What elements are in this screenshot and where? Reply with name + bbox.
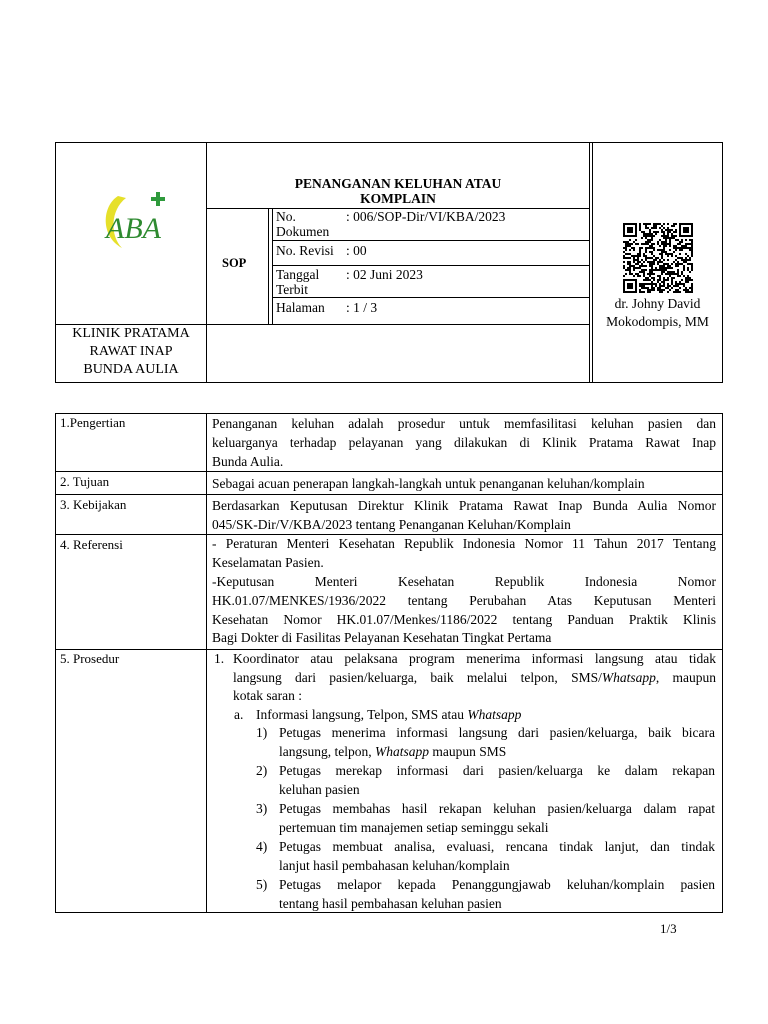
prosedur-item-1-line-2: langsung dari pasien/keluarga, baik melalui telpon, SMS/Whatsapp, maupun: [233, 670, 716, 685]
prosedur-step-2-number: 2): [256, 763, 268, 778]
prosedur-step-3-number: 3): [256, 801, 268, 816]
prosedur-step-2-line-2: keluhan pasien: [279, 782, 360, 797]
label-kebijakan: 3. Kebijakan: [60, 497, 127, 512]
prosedur-step-1-line-1: Petugas menerima informasi langsung dari pasien/keluarga, baik bicara: [279, 725, 715, 740]
logo-text: ABA: [106, 212, 161, 245]
prosedur-sub-a-text: [256, 707, 521, 723]
meta-rev-value: : 00: [346, 243, 367, 258]
pengertian-line-3: Bunda Aulia.: [212, 454, 284, 469]
meta-page-label: Halaman: [276, 300, 325, 315]
document-title-line-1: PENANGANAN KELUHAN ATAU: [294, 176, 502, 191]
label-referensi: 4. Referensi: [60, 537, 123, 552]
meta-doc-label-2: Dokumen: [276, 224, 330, 239]
label-pengertian: 1.Pengertian: [60, 415, 126, 430]
referensi-line-3-word: Republik: [494, 574, 545, 589]
qr-code-graphic: [623, 223, 693, 293]
clinic-name-line-1: KLINIK PRATAMA: [72, 326, 190, 341]
prosedur-step-2-line-1: Petugas merekap informasi dari pasien/keluarga ke dalam rekapan: [279, 763, 715, 778]
referensi-line-3-word: Menteri: [314, 574, 358, 589]
prosedur-step-1-line-2: langsung, telpon, Whatsapp maupun SMS: [279, 744, 507, 759]
referensi-line-3-word: Indonesia: [584, 574, 638, 589]
signer-name-line-1: dr. Johny David: [614, 296, 701, 311]
referensi-line-3: [212, 574, 716, 590]
kebijakan-line-1: Berdasarkan Keputusan Direktur Klinik Pratama Rawat Inap Bunda Aulia Nomor: [212, 498, 716, 513]
sop-label: SOP: [222, 256, 247, 270]
prosedur-sub-a-number: a.: [234, 707, 244, 722]
document-title-line-2: KOMPLAIN: [360, 191, 436, 206]
referensi-line-2: Keselamatan Pasien.: [212, 555, 324, 570]
prosedur-sub-a-italic: Whatsapp: [467, 707, 522, 722]
prosedur-step-5-line-2: tentang hasil pembahasan keluhan pasien: [279, 896, 502, 911]
meta-rev-label: No. Revisi: [276, 243, 334, 258]
referensi-line-5: Kesehatan Nomor HK.01.07/Menkes/1186/2022 tentang Panduan Praktik Klinis: [212, 612, 716, 627]
meta-doc-value: : 006/SOP-Dir/VI/KBA/2023: [346, 209, 506, 224]
meta-page-value: : 1 / 3: [346, 300, 378, 315]
logo-graphic: [96, 188, 176, 260]
prosedur-step-4-number: 4): [256, 839, 268, 854]
qr-code-signature: [623, 223, 693, 293]
pengertian-line-2: keluarganya terhadap pelayanan yang dilakukan di Klinik Pratama Rawat Inap: [212, 435, 716, 450]
prosedur-step-4-line-1: Petugas membuat analisa, evaluasi, rencana tindak lanjut, dan tindak: [279, 839, 715, 854]
prosedur-step-5-number: 5): [256, 877, 268, 892]
referensi-line-3-word: Nomor: [677, 574, 716, 589]
meta-doc-label-1: No.: [276, 209, 296, 224]
prosedur-step-3-line-1: Petugas membahas hasil rekapan keluhan pasien/keluarga dalam rapat: [279, 801, 715, 816]
meta-date-label-2: Terbit: [276, 282, 309, 297]
prosedur-step-5-line-1: Petugas melapor kepada Penanggungjawab keluhan/komplain pasien: [279, 877, 715, 892]
clinic-name-line-2: RAWAT INAP: [89, 344, 173, 359]
meta-date-label-1: Tanggal: [276, 267, 320, 282]
referensi-line-4: HK.01.07/MENKES/1936/2022 tentang Perubahan Atas Keputusan Menteri: [212, 593, 716, 608]
label-prosedur: 5. Prosedur: [60, 651, 120, 666]
referensi-line-6: Bagi Dokter di Fasilitas Pelayanan Kesehatan Tingkat Pertama: [212, 630, 552, 645]
prosedur-step-4-line-2: lanjut hasil pembahasan keluhan/komplain: [279, 858, 510, 873]
clinic-logo: [96, 188, 176, 260]
pengertian-line-1: Penanganan keluhan adalah prosedur untuk memfasilitasi keluhan pasien dan: [212, 416, 716, 431]
prosedur-sub-a-plain: Informasi langsung, Telpon, SMS atau: [256, 707, 468, 722]
prosedur-item-1-number: 1.: [214, 651, 225, 666]
referensi-line-1: - Peraturan Menteri Kesehatan Republik Indonesia Nomor 11 Tahun 2017 Tentang: [212, 536, 716, 551]
signer-name-line-2: Mokodompis, MM: [606, 314, 709, 329]
tujuan-line-1: Sebagai acuan penerapan langkah-langkah untuk penanganan keluhan/komplain: [212, 476, 645, 491]
label-tujuan: 2. Tujuan: [60, 474, 110, 489]
prosedur-step-3-line-2: pertemuan tim manajemen setiap seminggu sekali: [279, 820, 549, 835]
clinic-name-line-3: BUNDA AULIA: [83, 362, 179, 377]
referensi-line-3-word: -Keputusan: [212, 574, 275, 589]
referensi-line-3-word: Kesehatan: [397, 574, 455, 589]
meta-date-value: : 02 Juni 2023: [346, 267, 423, 282]
page-number: 1/3: [660, 921, 677, 936]
kebijakan-line-2: 045/SK-Dir/V/KBA/2023 tentang Penanganan Keluhan/Komplain: [212, 517, 571, 532]
prosedur-item-1-line-3: kotak saran :: [233, 688, 302, 703]
prosedur-item-1-line-1: Koordinator atau pelaksana program menerima informasi langsung atau tidak: [233, 651, 716, 666]
prosedur-step-1-number: 1): [256, 725, 268, 740]
